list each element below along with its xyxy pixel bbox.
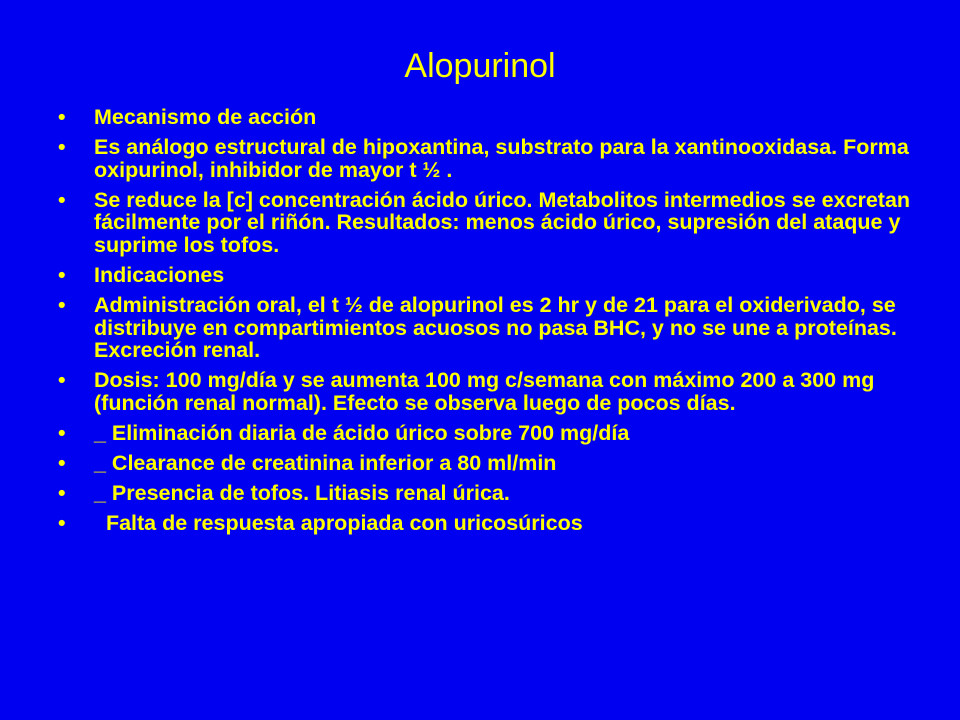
bullet-text: Se reduce la [c] concentración ácido úrico. Metabolitos intermedios se excretan fácilmente por el riñón. Resultados: menos ácido úrico, supresión del ataque y suprime los tofos.: [94, 187, 911, 257]
bullet-text: Administración oral, el t ½ de alopurinol es 2 hr y de 21 para el oxiderivado, se distribuye en compartimientos acuosos no pasa BHC, y no se une a proteínas. Excreción renal.: [94, 293, 897, 363]
bullet-icon: •: [58, 263, 66, 288]
bullet-list: [58, 106, 918, 543]
bullet-text: Falta de respuesta apropiada con uricosúricos: [94, 511, 583, 536]
bullet-item: [58, 369, 918, 414]
bullet-text: _ Eliminación diaria de ácido úrico sobre 700 mg/día: [94, 421, 630, 446]
bullet-icon: •: [58, 451, 66, 476]
bullet-item: [58, 189, 918, 257]
bullet-icon: •: [58, 105, 66, 129]
bullet-icon: •: [58, 187, 66, 212]
bullet-icon: •: [58, 481, 66, 506]
bullet-text: _ Presencia de tofos. Litiasis renal úrica.: [94, 481, 510, 506]
bullet-item: [58, 136, 918, 181]
bullet-item: [58, 422, 918, 445]
bullet-icon: •: [58, 421, 66, 446]
bullet-item: [58, 512, 918, 535]
bullet-item: [58, 264, 918, 287]
bullet-icon: •: [58, 368, 66, 393]
slide-title: Alopurinol: [404, 47, 556, 85]
bullet-text: Es análogo estructural de hipoxantina, substrato para la xantinooxidasa. Forma oxipurinol, inhibidor de mayor t ½ .: [94, 135, 909, 182]
bullet-icon: •: [58, 511, 66, 536]
bullet-text: Indicaciones: [94, 263, 225, 288]
bullet-text: _ Clearance de creatinina inferior a 80 ml/min: [94, 451, 557, 476]
bullet-item: [58, 106, 918, 129]
bullet-item: [58, 452, 918, 475]
bullet-icon: •: [58, 135, 66, 160]
bullet-item: [58, 482, 918, 505]
bullet-item: [58, 294, 918, 362]
bullet-icon: •: [58, 293, 66, 318]
bullet-text: Dosis: 100 mg/día y se aumenta 100 mg c/semana con máximo 200 a 300 mg (función renal normal). Efecto se observa luego de pocos días.: [94, 368, 875, 416]
bullet-text: Mecanismo de acción: [94, 105, 317, 129]
